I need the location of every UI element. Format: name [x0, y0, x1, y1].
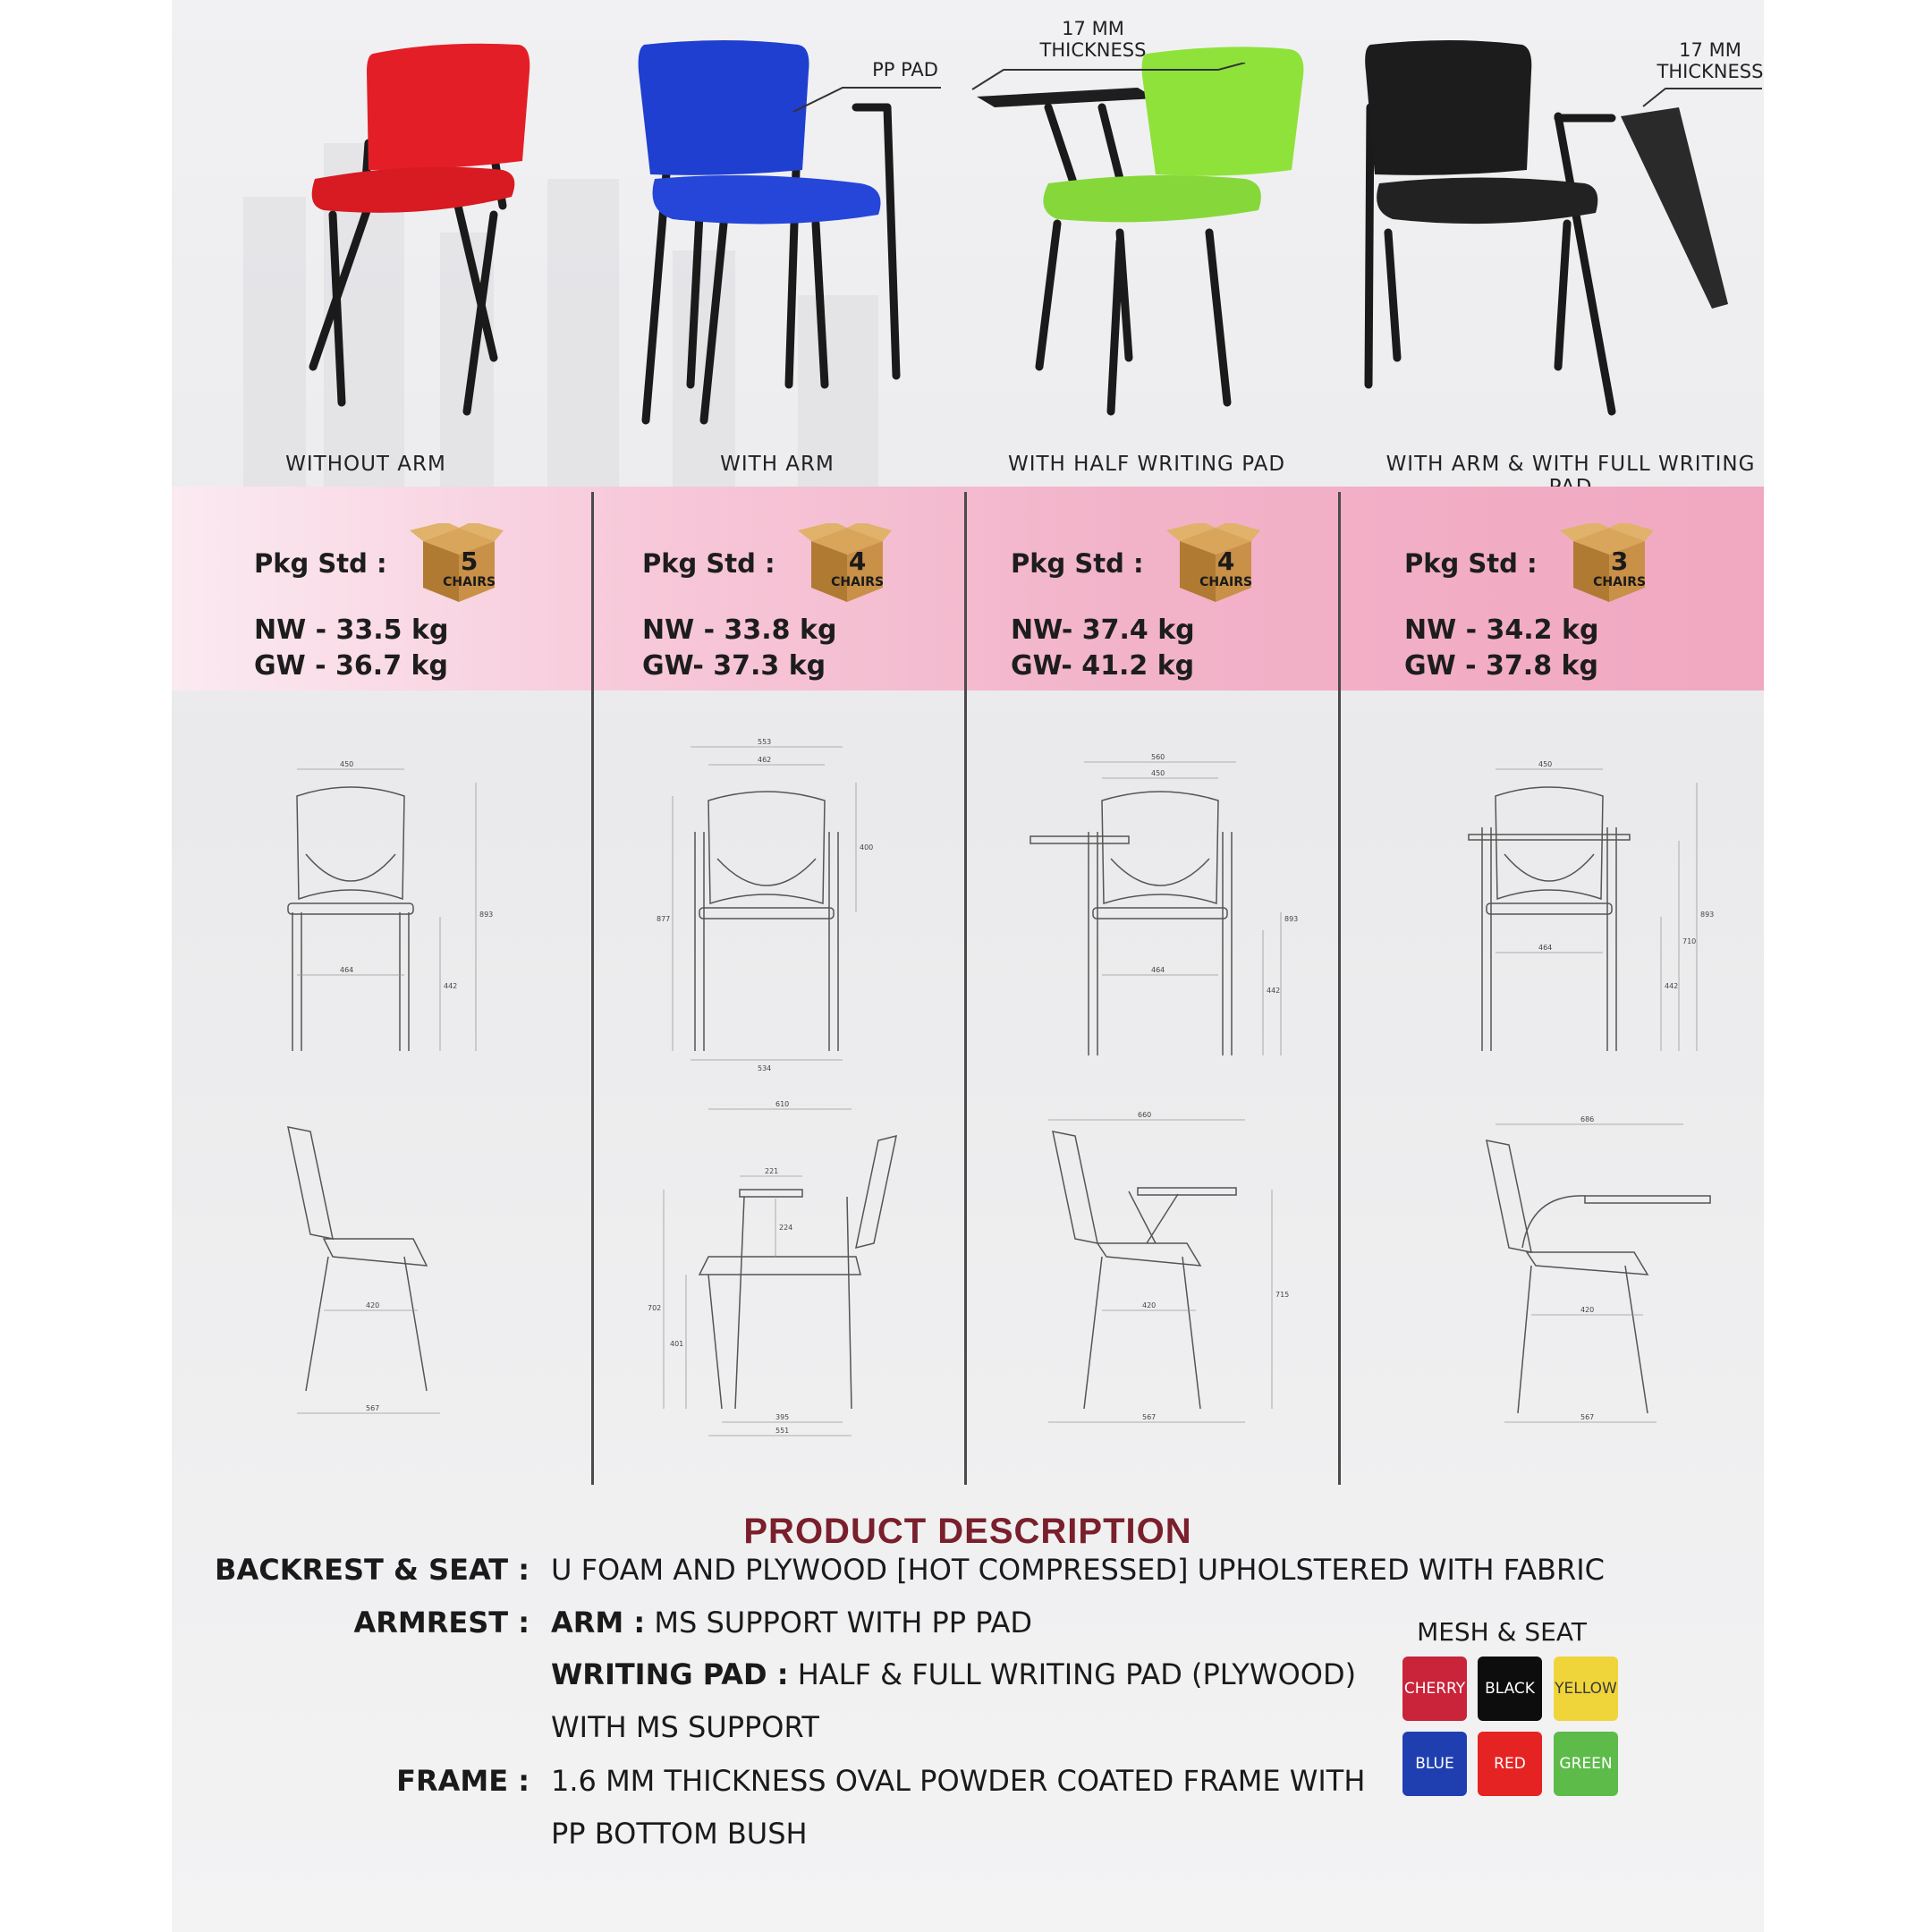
swatch-yellow: YELLOW — [1554, 1657, 1618, 1721]
thickness-value: 17 MM — [1062, 18, 1124, 39]
dim-label: 224 — [779, 1224, 793, 1232]
box-icon — [1162, 523, 1260, 604]
dim-label: 450 — [1538, 760, 1553, 768]
dim-label: 462 — [758, 756, 772, 764]
description-value: 1.6 MM THICKNESS OVAL POWDER COATED FRAME WITH — [551, 1764, 1366, 1798]
packaging-info — [254, 523, 504, 684]
gross-weight: GW- 37.3 kg — [642, 650, 826, 682]
dim-label: 464 — [1151, 966, 1165, 974]
box-quantity: 4 — [1216, 547, 1235, 576]
dim-label: 420 — [366, 1301, 380, 1309]
front-drawing-with-full-pad — [1460, 756, 1755, 1060]
swatch-black: BLACK — [1478, 1657, 1542, 1721]
product-label: WITH ARM — [720, 453, 835, 476]
dim-label: 893 — [479, 911, 494, 919]
callout-line — [1639, 84, 1764, 111]
gross-weight: GW - 37.8 kg — [1404, 650, 1598, 682]
pad-value: HALF & FULL WRITING PAD (PLYWOOD) — [797, 1657, 1357, 1691]
pad-label: WRITING PAD : — [551, 1657, 789, 1691]
front-drawing-with-arm — [637, 733, 941, 1073]
pkg-label: Pkg Std : — [1404, 548, 1538, 579]
dim-label: 442 — [444, 982, 458, 990]
product-label: WITH HALF WRITING PAD — [1007, 453, 1286, 476]
dim-label: 660 — [1138, 1111, 1152, 1119]
box-quantity: 3 — [1610, 547, 1629, 576]
dim-label: 567 — [1142, 1413, 1157, 1421]
box-unit: CHAIRS — [1199, 575, 1253, 589]
dim-label: 464 — [340, 966, 354, 974]
product-label: WITH ARM & WITH FULL WRITING — [1385, 453, 1756, 476]
dim-label: 560 — [1151, 753, 1165, 761]
dim-label: 420 — [1142, 1301, 1157, 1309]
dim-label: 221 — [765, 1167, 779, 1175]
column-divider — [1338, 492, 1341, 1485]
chair-seat — [653, 175, 881, 224]
weights — [254, 613, 504, 684]
dim-label: 534 — [758, 1064, 772, 1072]
product-label: WITHOUT ARM — [285, 453, 446, 476]
dim-label: 450 — [340, 760, 354, 768]
swatch-blue: BLUE — [1402, 1732, 1467, 1796]
packaging-info — [1011, 523, 1260, 684]
dim-label: 401 — [670, 1340, 684, 1348]
thickness-label: THICKNESS — [1657, 61, 1764, 82]
dim-label: 610 — [775, 1100, 790, 1108]
pkg-row — [1404, 523, 1654, 604]
dim-label: 450 — [1151, 769, 1165, 777]
dim-label: 567 — [1580, 1413, 1595, 1421]
side-drawing-with-arm — [637, 1096, 941, 1445]
dim-label: 420 — [1580, 1306, 1595, 1314]
weights — [642, 613, 892, 684]
dim-label: 442 — [1665, 982, 1679, 990]
chair-backrest — [1365, 40, 1531, 175]
pp-pad-callout: PP PAD — [872, 59, 938, 80]
column-divider — [964, 492, 967, 1485]
chair-photo-without-arm — [234, 36, 538, 429]
arm-label: ARM : — [551, 1606, 646, 1640]
pkg-label: Pkg Std : — [254, 548, 387, 579]
thickness-callout-full-pad — [1639, 39, 1764, 82]
dim-label: 400 — [860, 843, 874, 852]
dim-label: 893 — [1700, 911, 1715, 919]
weights — [1011, 613, 1260, 684]
chair-backrest — [367, 44, 530, 170]
description-title: PRODUCT DESCRIPTION — [743, 1512, 1192, 1551]
box-quantity: 5 — [460, 547, 479, 576]
front-drawing-with-half-pad — [1021, 751, 1317, 1073]
box-icon — [1555, 523, 1654, 604]
column-divider — [591, 492, 594, 1485]
net-weight: NW- 37.4 kg — [1011, 614, 1195, 646]
swatch-title: MESH & SEAT — [1417, 1617, 1587, 1647]
chair-seat — [1043, 175, 1260, 222]
description-value — [551, 1657, 1356, 1691]
chair-seat — [1377, 178, 1597, 225]
description-key: FRAME : — [396, 1764, 530, 1798]
box-icon — [793, 523, 892, 604]
callout-line — [789, 80, 950, 116]
side-drawing-without-arm — [261, 1114, 565, 1418]
gross-weight: GW - 36.7 kg — [254, 650, 448, 682]
net-weight: NW - 33.8 kg — [642, 614, 837, 646]
dim-label: 442 — [1267, 987, 1281, 995]
dim-label: 395 — [775, 1413, 790, 1421]
pkg-row — [1011, 523, 1260, 604]
thickness-callout-half-pad — [1021, 18, 1165, 61]
description-value: U FOAM AND PLYWOOD [HOT COMPRESSED] UPHOLSTERED WITH FABRIC — [551, 1553, 1605, 1587]
dim-label: 702 — [648, 1304, 662, 1312]
dim-label: 710 — [1682, 937, 1697, 945]
dim-label: 567 — [366, 1404, 380, 1412]
swatch-cherry: CHERRY — [1402, 1657, 1467, 1721]
chair-backrest — [639, 40, 809, 175]
swatch-green: GREEN — [1554, 1732, 1618, 1796]
arm-value: MS SUPPORT WITH PP PAD — [654, 1606, 1032, 1640]
writing-pad — [1621, 107, 1728, 309]
box-unit: CHAIRS — [831, 575, 885, 589]
pkg-row — [254, 523, 504, 604]
net-weight: NW - 34.2 kg — [1404, 614, 1599, 646]
gross-weight: GW- 41.2 kg — [1011, 650, 1195, 682]
weights — [1404, 613, 1654, 684]
product-sheet — [172, 0, 1764, 1932]
description-key: ARMREST : — [353, 1606, 530, 1640]
box-unit: CHAIRS — [443, 575, 496, 589]
pkg-label: Pkg Std : — [642, 548, 775, 579]
pkg-row — [642, 523, 892, 604]
dim-label: 686 — [1580, 1115, 1595, 1123]
chair-seat — [312, 167, 515, 213]
swatch-red: RED — [1478, 1732, 1542, 1796]
front-drawing-without-arm — [261, 756, 565, 1060]
box-unit: CHAIRS — [1593, 575, 1647, 589]
box-quantity: 4 — [848, 547, 867, 576]
description-value: PP BOTTOM BUSH — [551, 1817, 808, 1851]
packaging-info — [1404, 523, 1654, 684]
thickness-value: 17 MM — [1679, 39, 1741, 61]
background-building — [547, 179, 619, 492]
dim-label: 877 — [657, 915, 671, 923]
side-drawing-with-full-pad — [1478, 1114, 1755, 1436]
dim-label: 464 — [1538, 944, 1553, 952]
thickness-label: THICKNESS — [1039, 39, 1147, 61]
packaging-info — [642, 523, 892, 684]
pkg-label: Pkg Std : — [1011, 548, 1144, 579]
callout-line — [968, 63, 1254, 98]
dim-label: 551 — [775, 1427, 790, 1435]
description-value: WITH MS SUPPORT — [551, 1710, 819, 1744]
dim-label: 553 — [758, 738, 772, 746]
box-icon — [405, 523, 504, 604]
description-value — [551, 1606, 1032, 1640]
dim-label: 893 — [1284, 915, 1299, 923]
description-key: BACKREST & SEAT : — [215, 1553, 530, 1587]
dim-label: 715 — [1275, 1291, 1290, 1299]
net-weight: NW - 33.5 kg — [254, 614, 449, 646]
side-drawing-with-half-pad — [1030, 1109, 1317, 1440]
